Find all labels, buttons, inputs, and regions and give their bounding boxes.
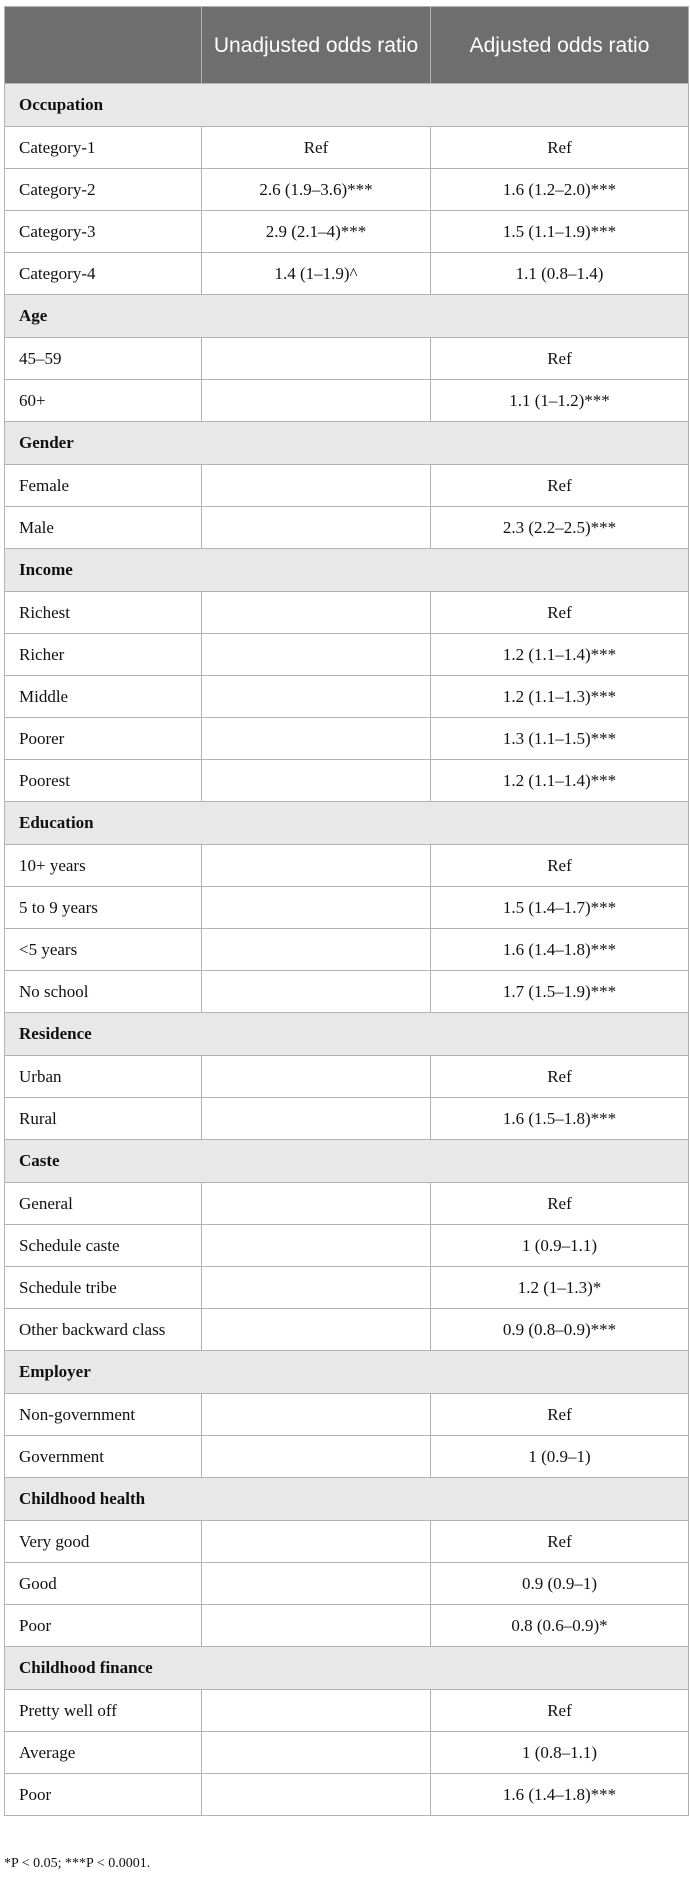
- group-row: [5, 1013, 689, 1056]
- adjusted-value: 2.3 (2.2–2.5)***: [431, 507, 689, 549]
- unadjusted-value: [202, 1056, 431, 1098]
- unadjusted-value: [202, 592, 431, 634]
- group-title: Childhood health: [5, 1478, 689, 1521]
- table-row: [5, 1309, 689, 1351]
- group-row: [5, 802, 689, 845]
- row-label: Richest: [5, 592, 202, 634]
- unadjusted-value: [202, 465, 431, 507]
- odds-ratio-table: [4, 6, 689, 1816]
- row-label: Poorest: [5, 760, 202, 802]
- adjusted-value: 0.9 (0.8–0.9)***: [431, 1309, 689, 1351]
- row-label: Category-2: [5, 169, 202, 211]
- table-row: [5, 676, 689, 718]
- table-row: [5, 211, 689, 253]
- adjusted-value: 1.2 (1.1–1.4)***: [431, 760, 689, 802]
- adjusted-value: 1.6 (1.2–2.0)***: [431, 169, 689, 211]
- adjusted-value: 1 (0.9–1.1): [431, 1225, 689, 1267]
- adjusted-value: Ref: [431, 1521, 689, 1563]
- unadjusted-value: [202, 760, 431, 802]
- group-row: [5, 84, 689, 127]
- row-label: 60+: [5, 380, 202, 422]
- table-row: [5, 127, 689, 169]
- table-row: [5, 1732, 689, 1774]
- unadjusted-value: [202, 380, 431, 422]
- table-row: [5, 971, 689, 1013]
- row-label: Category-3: [5, 211, 202, 253]
- table-row: [5, 380, 689, 422]
- unadjusted-value: [202, 1309, 431, 1351]
- table-row: [5, 1690, 689, 1732]
- group-title: Caste: [5, 1140, 689, 1183]
- unadjusted-value: [202, 1267, 431, 1309]
- row-label: 5 to 9 years: [5, 887, 202, 929]
- adjusted-value: Ref: [431, 592, 689, 634]
- row-label: Male: [5, 507, 202, 549]
- unadjusted-value: [202, 676, 431, 718]
- table-row: [5, 592, 689, 634]
- adjusted-value: 1.5 (1.1–1.9)***: [431, 211, 689, 253]
- row-label: Richer: [5, 634, 202, 676]
- row-label: Pretty well off: [5, 1690, 202, 1732]
- unadjusted-value: [202, 845, 431, 887]
- unadjusted-value: [202, 1563, 431, 1605]
- row-label: <5 years: [5, 929, 202, 971]
- adjusted-value: Ref: [431, 1690, 689, 1732]
- table-row: [5, 253, 689, 295]
- unadjusted-value: [202, 1774, 431, 1816]
- row-label: General: [5, 1183, 202, 1225]
- header-unadjusted-odds-ratio: Unadjusted odds ratio: [202, 7, 431, 84]
- unadjusted-value: [202, 1690, 431, 1732]
- row-label: Average: [5, 1732, 202, 1774]
- table-row: [5, 1225, 689, 1267]
- unadjusted-value: [202, 718, 431, 760]
- group-row: [5, 1647, 689, 1690]
- unadjusted-value: Ref: [202, 127, 431, 169]
- table-row: [5, 465, 689, 507]
- adjusted-value: 1.7 (1.5–1.9)***: [431, 971, 689, 1013]
- unadjusted-value: [202, 1732, 431, 1774]
- row-label: Schedule tribe: [5, 1267, 202, 1309]
- group-title: Education: [5, 802, 689, 845]
- table-row: [5, 338, 689, 380]
- table-row: [5, 929, 689, 971]
- unadjusted-value: [202, 1225, 431, 1267]
- table-row: [5, 1774, 689, 1816]
- unadjusted-value: [202, 1183, 431, 1225]
- table-row: [5, 1563, 689, 1605]
- unadjusted-value: 1.4 (1–1.9)^: [202, 253, 431, 295]
- unadjusted-value: 2.9 (2.1–4)***: [202, 211, 431, 253]
- row-label: Poor: [5, 1774, 202, 1816]
- row-label: Very good: [5, 1521, 202, 1563]
- table-row: [5, 1098, 689, 1140]
- adjusted-value: Ref: [431, 1056, 689, 1098]
- group-title: Residence: [5, 1013, 689, 1056]
- adjusted-value: 1.1 (0.8–1.4): [431, 253, 689, 295]
- unadjusted-value: [202, 507, 431, 549]
- row-label: Non-government: [5, 1394, 202, 1436]
- row-label: Poor: [5, 1605, 202, 1647]
- row-label: Government: [5, 1436, 202, 1478]
- table-row: [5, 887, 689, 929]
- adjusted-value: 0.9 (0.9–1): [431, 1563, 689, 1605]
- adjusted-value: 1.1 (1–1.2)***: [431, 380, 689, 422]
- group-title: Income: [5, 549, 689, 592]
- unadjusted-value: [202, 1394, 431, 1436]
- header-variable: [5, 7, 202, 84]
- adjusted-value: Ref: [431, 1183, 689, 1225]
- row-label: Urban: [5, 1056, 202, 1098]
- unadjusted-value: [202, 1605, 431, 1647]
- header-adjusted-odds-ratio: Adjusted odds ratio: [431, 7, 689, 84]
- table-row: [5, 507, 689, 549]
- table-header: [5, 7, 689, 84]
- adjusted-value: Ref: [431, 1394, 689, 1436]
- adjusted-value: 1.2 (1.1–1.4)***: [431, 634, 689, 676]
- unadjusted-value: [202, 1436, 431, 1478]
- adjusted-value: 1.2 (1–1.3)*: [431, 1267, 689, 1309]
- group-title: Occupation: [5, 84, 689, 127]
- table-row: [5, 1056, 689, 1098]
- row-label: Category-1: [5, 127, 202, 169]
- table-row: [5, 634, 689, 676]
- row-label: Other backward class: [5, 1309, 202, 1351]
- group-row: [5, 295, 689, 338]
- table-row: [5, 760, 689, 802]
- group-row: [5, 1351, 689, 1394]
- row-label: Good: [5, 1563, 202, 1605]
- unadjusted-value: [202, 887, 431, 929]
- group-title: Childhood finance: [5, 1647, 689, 1690]
- unadjusted-value: [202, 929, 431, 971]
- odds-ratio-table-container: [4, 6, 688, 1816]
- row-label: Rural: [5, 1098, 202, 1140]
- adjusted-value: Ref: [431, 338, 689, 380]
- adjusted-value: 1.5 (1.4–1.7)***: [431, 887, 689, 929]
- adjusted-value: 1 (0.8–1.1): [431, 1732, 689, 1774]
- unadjusted-value: [202, 1098, 431, 1140]
- group-row: [5, 549, 689, 592]
- adjusted-value: Ref: [431, 465, 689, 507]
- adjusted-value: 1.6 (1.5–1.8)***: [431, 1098, 689, 1140]
- group-title: Age: [5, 295, 689, 338]
- group-row: [5, 422, 689, 465]
- table-row: [5, 718, 689, 760]
- table-row: [5, 845, 689, 887]
- table-row: [5, 1183, 689, 1225]
- row-label: Poorer: [5, 718, 202, 760]
- unadjusted-value: [202, 634, 431, 676]
- row-label: 10+ years: [5, 845, 202, 887]
- table-row: [5, 1436, 689, 1478]
- group-title: Employer: [5, 1351, 689, 1394]
- adjusted-value: 1.3 (1.1–1.5)***: [431, 718, 689, 760]
- row-label: Schedule caste: [5, 1225, 202, 1267]
- adjusted-value: 1.6 (1.4–1.8)***: [431, 929, 689, 971]
- unadjusted-value: [202, 1521, 431, 1563]
- table-row: [5, 1521, 689, 1563]
- row-label: No school: [5, 971, 202, 1013]
- adjusted-value: Ref: [431, 127, 689, 169]
- table-body: [5, 84, 689, 1816]
- unadjusted-value: [202, 971, 431, 1013]
- adjusted-value: 0.8 (0.6–0.9)*: [431, 1605, 689, 1647]
- adjusted-value: 1 (0.9–1): [431, 1436, 689, 1478]
- row-label: Middle: [5, 676, 202, 718]
- adjusted-value: Ref: [431, 845, 689, 887]
- unadjusted-value: [202, 338, 431, 380]
- row-label: Female: [5, 465, 202, 507]
- adjusted-value: 1.2 (1.1–1.3)***: [431, 676, 689, 718]
- table-row: [5, 1605, 689, 1647]
- row-label: 45–59: [5, 338, 202, 380]
- header-row: [5, 7, 689, 84]
- table-footnote: *P < 0.05; ***P < 0.0001.: [4, 1856, 151, 1871]
- table-row: [5, 1394, 689, 1436]
- adjusted-value: 1.6 (1.4–1.8)***: [431, 1774, 689, 1816]
- group-row: [5, 1140, 689, 1183]
- group-title: Gender: [5, 422, 689, 465]
- row-label: Category-4: [5, 253, 202, 295]
- group-row: [5, 1478, 689, 1521]
- table-row: [5, 1267, 689, 1309]
- table-row: [5, 169, 689, 211]
- unadjusted-value: 2.6 (1.9–3.6)***: [202, 169, 431, 211]
